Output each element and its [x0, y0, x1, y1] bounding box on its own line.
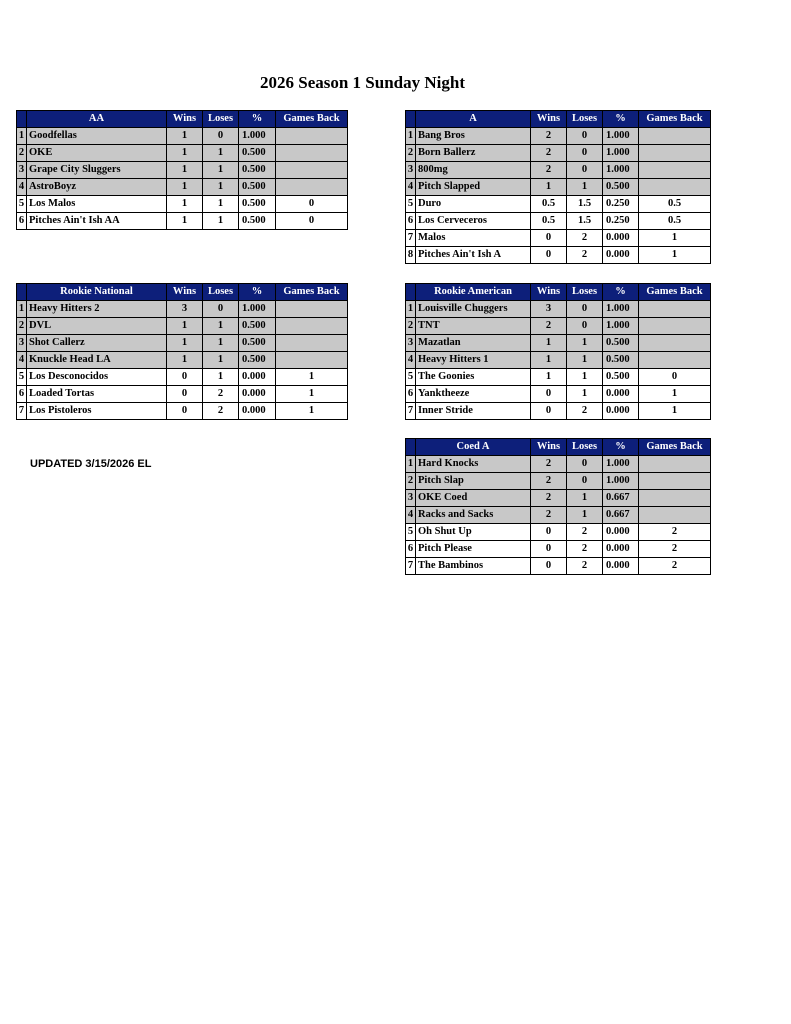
table-row — [406, 524, 711, 541]
wins-cell: 0.5 — [531, 196, 567, 213]
team-name: Oh Shut Up — [416, 524, 531, 541]
table-row — [406, 179, 711, 196]
table-row — [406, 301, 711, 318]
pct-cell: 0.500 — [603, 179, 639, 196]
games-back-cell — [276, 128, 348, 145]
games-back-header: Games Back — [276, 284, 348, 301]
header-row — [406, 284, 711, 301]
rank-cell: 6 — [406, 386, 416, 403]
loses-cell: 2 — [567, 541, 603, 558]
rank-cell: 7 — [17, 403, 27, 420]
pct-header: % — [239, 284, 276, 301]
standings-table-rookie-american — [405, 283, 711, 420]
team-name: TNT — [416, 318, 531, 335]
games-back-cell: 1 — [639, 386, 711, 403]
loses-cell: 1 — [567, 386, 603, 403]
games-back-cell: 0.5 — [639, 213, 711, 230]
games-back-cell — [639, 128, 711, 145]
games-back-cell — [639, 145, 711, 162]
loses-cell: 1 — [203, 145, 239, 162]
loses-cell: 1 — [203, 369, 239, 386]
loses-header: Loses — [567, 439, 603, 456]
games-back-header: Games Back — [639, 284, 711, 301]
table-row — [406, 213, 711, 230]
pct-cell: 1.000 — [603, 128, 639, 145]
games-back-cell — [276, 352, 348, 369]
team-name: Duro — [416, 196, 531, 213]
table-row — [17, 179, 348, 196]
table-row — [17, 386, 348, 403]
loses-cell: 2 — [567, 558, 603, 575]
wins-cell: 0.5 — [531, 213, 567, 230]
loses-header: Loses — [203, 284, 239, 301]
loses-cell: 1 — [567, 179, 603, 196]
pct-cell: 0.000 — [239, 403, 276, 420]
games-back-cell: 2 — [639, 541, 711, 558]
pct-cell: 0.500 — [239, 335, 276, 352]
wins-cell: 2 — [531, 473, 567, 490]
pct-cell: 0.000 — [239, 369, 276, 386]
pct-cell: 0.667 — [603, 490, 639, 507]
team-name: Pitch Slapped — [416, 179, 531, 196]
loses-cell: 2 — [567, 247, 603, 264]
rank-cell: 7 — [406, 558, 416, 575]
wins-cell: 2 — [531, 507, 567, 524]
games-back-cell — [639, 335, 711, 352]
wins-cell: 1 — [167, 352, 203, 369]
games-back-cell: 1 — [276, 369, 348, 386]
loses-cell: 1 — [203, 352, 239, 369]
table-row — [17, 403, 348, 420]
loses-cell: 1 — [567, 490, 603, 507]
games-back-cell — [639, 179, 711, 196]
wins-cell: 2 — [531, 145, 567, 162]
pct-cell: 0.250 — [603, 196, 639, 213]
loses-cell: 0 — [203, 128, 239, 145]
wins-header: Wins — [531, 284, 567, 301]
games-back-cell: 0 — [639, 369, 711, 386]
games-back-cell — [276, 179, 348, 196]
pct-cell: 0.000 — [603, 386, 639, 403]
loses-cell: 0 — [567, 162, 603, 179]
loses-cell: 1.5 — [567, 213, 603, 230]
team-name: Loaded Tortas — [27, 386, 167, 403]
pct-header: % — [603, 439, 639, 456]
rank-cell: 3 — [406, 162, 416, 179]
table-row — [406, 507, 711, 524]
table-row — [406, 318, 711, 335]
pct-cell: 1.000 — [603, 456, 639, 473]
wins-cell: 3 — [531, 301, 567, 318]
division-name: A — [416, 111, 531, 128]
table-row — [406, 196, 711, 213]
team-name: Racks and Sacks — [416, 507, 531, 524]
team-name: Hard Knocks — [416, 456, 531, 473]
team-name: Knuckle Head LA — [27, 352, 167, 369]
games-back-cell — [639, 162, 711, 179]
wins-cell: 0 — [531, 558, 567, 575]
pct-cell: 0.500 — [239, 196, 276, 213]
rank-cell: 5 — [406, 369, 416, 386]
wins-header: Wins — [531, 439, 567, 456]
table-row — [406, 247, 711, 264]
wins-header: Wins — [531, 111, 567, 128]
wins-cell: 1 — [167, 196, 203, 213]
pct-header: % — [603, 111, 639, 128]
rank-cell: 4 — [17, 179, 27, 196]
team-name: Shot Callerz — [27, 335, 167, 352]
rank-cell: 6 — [17, 213, 27, 230]
wins-cell: 0 — [531, 524, 567, 541]
team-name: OKE — [27, 145, 167, 162]
table-row — [406, 230, 711, 247]
rank-header — [406, 111, 416, 128]
pct-cell: 1.000 — [603, 162, 639, 179]
loses-cell: 1 — [203, 196, 239, 213]
rank-cell: 4 — [406, 507, 416, 524]
team-name: Bang Bros — [416, 128, 531, 145]
rank-cell: 5 — [17, 196, 27, 213]
table-row — [17, 213, 348, 230]
games-back-cell — [639, 318, 711, 335]
wins-cell: 0 — [531, 230, 567, 247]
wins-cell: 1 — [167, 128, 203, 145]
team-name: Malos — [416, 230, 531, 247]
wins-cell: 2 — [531, 490, 567, 507]
header-row — [406, 439, 711, 456]
loses-cell: 1 — [567, 352, 603, 369]
rank-cell: 2 — [406, 473, 416, 490]
standings-table-coed-a — [405, 438, 711, 575]
rank-cell: 4 — [406, 179, 416, 196]
pct-cell: 0.000 — [603, 541, 639, 558]
team-name: Pitch Please — [416, 541, 531, 558]
division-name: AA — [27, 111, 167, 128]
loses-cell: 0 — [567, 318, 603, 335]
loses-cell: 1.5 — [567, 196, 603, 213]
games-back-cell — [639, 456, 711, 473]
rank-cell: 7 — [406, 403, 416, 420]
team-name: DVL — [27, 318, 167, 335]
loses-cell: 0 — [567, 301, 603, 318]
games-back-cell: 1 — [276, 386, 348, 403]
loses-cell: 1 — [203, 318, 239, 335]
rank-cell: 1 — [406, 301, 416, 318]
team-name: Los Cerveceros — [416, 213, 531, 230]
table-row — [406, 456, 711, 473]
wins-cell: 0 — [167, 403, 203, 420]
rank-cell: 1 — [406, 456, 416, 473]
games-back-cell: 2 — [639, 524, 711, 541]
wins-cell: 2 — [531, 128, 567, 145]
games-back-cell — [639, 490, 711, 507]
games-back-cell — [639, 301, 711, 318]
table-row — [406, 352, 711, 369]
wins-cell: 2 — [531, 162, 567, 179]
rank-cell: 6 — [406, 213, 416, 230]
loses-cell: 2 — [567, 403, 603, 420]
team-name: The Goonies — [416, 369, 531, 386]
team-name: Grape City Sluggers — [27, 162, 167, 179]
rank-cell: 1 — [17, 128, 27, 145]
table-row — [406, 369, 711, 386]
games-back-cell — [276, 335, 348, 352]
loses-cell: 0 — [567, 456, 603, 473]
rank-header — [406, 439, 416, 456]
wins-cell: 1 — [531, 369, 567, 386]
team-name: Los Pistoleros — [27, 403, 167, 420]
team-name: OKE Coed — [416, 490, 531, 507]
wins-header: Wins — [167, 284, 203, 301]
pct-cell: 0.000 — [603, 558, 639, 575]
rank-cell: 2 — [17, 145, 27, 162]
games-back-header: Games Back — [639, 439, 711, 456]
standings-table-a — [405, 110, 711, 264]
wins-cell: 1 — [167, 335, 203, 352]
wins-header: Wins — [167, 111, 203, 128]
team-name: Los Malos — [27, 196, 167, 213]
wins-cell: 0 — [531, 386, 567, 403]
wins-cell: 0 — [167, 386, 203, 403]
rank-cell: 4 — [17, 352, 27, 369]
loses-cell: 1 — [567, 335, 603, 352]
rank-cell: 3 — [17, 335, 27, 352]
rank-cell: 3 — [17, 162, 27, 179]
loses-cell: 2 — [203, 386, 239, 403]
pct-cell: 0.250 — [603, 213, 639, 230]
loses-cell: 2 — [567, 524, 603, 541]
loses-cell: 1 — [203, 213, 239, 230]
wins-cell: 3 — [167, 301, 203, 318]
team-name: 800mg — [416, 162, 531, 179]
table-row — [17, 162, 348, 179]
games-back-cell — [276, 145, 348, 162]
pct-cell: 1.000 — [239, 301, 276, 318]
team-name: Pitches Ain't Ish AA — [27, 213, 167, 230]
games-back-cell — [639, 473, 711, 490]
pct-cell: 0.500 — [239, 213, 276, 230]
team-name: The Bambinos — [416, 558, 531, 575]
games-back-cell: 1 — [639, 247, 711, 264]
team-name: Heavy Hitters 1 — [416, 352, 531, 369]
games-back-cell: 0 — [276, 196, 348, 213]
team-name: Born Ballerz — [416, 145, 531, 162]
rank-cell: 1 — [17, 301, 27, 318]
wins-cell: 1 — [167, 179, 203, 196]
pct-cell: 1.000 — [603, 145, 639, 162]
pct-cell: 0.500 — [239, 318, 276, 335]
games-back-cell — [276, 318, 348, 335]
loses-cell: 0 — [567, 145, 603, 162]
games-back-cell — [639, 352, 711, 369]
team-name: Los Desconocidos — [27, 369, 167, 386]
loses-cell: 1 — [567, 507, 603, 524]
updated-note: UPDATED 3/15/2026 EL — [30, 458, 152, 470]
games-back-cell: 0 — [276, 213, 348, 230]
wins-cell: 1 — [167, 162, 203, 179]
loses-header: Loses — [567, 111, 603, 128]
team-name: Goodfellas — [27, 128, 167, 145]
wins-cell: 0 — [531, 541, 567, 558]
team-name: Pitches Ain't Ish A — [416, 247, 531, 264]
loses-cell: 1 — [203, 335, 239, 352]
rank-cell: 6 — [406, 541, 416, 558]
rank-header — [406, 284, 416, 301]
wins-cell: 2 — [531, 456, 567, 473]
wins-cell: 1 — [167, 318, 203, 335]
pct-header: % — [239, 111, 276, 128]
table-row — [17, 352, 348, 369]
wins-cell: 1 — [531, 179, 567, 196]
table-row — [17, 335, 348, 352]
table-row — [406, 162, 711, 179]
team-name: Mazatlan — [416, 335, 531, 352]
page-title: 2026 Season 1 Sunday Night — [259, 73, 465, 92]
pct-cell: 0.667 — [603, 507, 639, 524]
wins-cell: 0 — [167, 369, 203, 386]
pct-cell: 0.500 — [239, 145, 276, 162]
pct-cell: 0.500 — [603, 352, 639, 369]
table-row — [17, 301, 348, 318]
loses-cell: 0 — [567, 128, 603, 145]
pct-cell: 0.500 — [239, 162, 276, 179]
rank-cell: 1 — [406, 128, 416, 145]
rank-cell: 8 — [406, 247, 416, 264]
rank-cell: 2 — [17, 318, 27, 335]
table-row — [406, 145, 711, 162]
team-name: Pitch Slap — [416, 473, 531, 490]
wins-cell: 0 — [531, 403, 567, 420]
pct-cell: 0.000 — [239, 386, 276, 403]
loses-cell: 1 — [567, 369, 603, 386]
rank-cell: 4 — [406, 352, 416, 369]
rank-header — [17, 111, 27, 128]
table-row — [406, 335, 711, 352]
rank-cell: 2 — [406, 318, 416, 335]
rank-cell: 6 — [17, 386, 27, 403]
rank-cell: 5 — [406, 196, 416, 213]
wins-cell: 1 — [167, 145, 203, 162]
pct-cell: 0.000 — [603, 247, 639, 264]
wins-cell: 1 — [531, 352, 567, 369]
loses-cell: 0 — [567, 473, 603, 490]
table-row — [17, 196, 348, 213]
division-name: Rookie American — [416, 284, 531, 301]
pct-header: % — [603, 284, 639, 301]
loses-header: Loses — [567, 284, 603, 301]
table-row — [17, 318, 348, 335]
standings-table-rookie-national — [16, 283, 348, 420]
games-back-cell: 1 — [276, 403, 348, 420]
rank-cell: 2 — [406, 145, 416, 162]
team-name: Yanktheeze — [416, 386, 531, 403]
table-row — [406, 403, 711, 420]
wins-cell: 2 — [531, 318, 567, 335]
pct-cell: 0.500 — [239, 179, 276, 196]
pct-cell: 1.000 — [603, 318, 639, 335]
games-back-cell — [276, 162, 348, 179]
division-name: Rookie National — [27, 284, 167, 301]
games-back-header: Games Back — [639, 111, 711, 128]
loses-cell: 2 — [567, 230, 603, 247]
table-row — [406, 541, 711, 558]
team-name: Louisville Chuggers — [416, 301, 531, 318]
pct-cell: 0.000 — [603, 524, 639, 541]
wins-cell: 1 — [167, 213, 203, 230]
wins-cell: 0 — [531, 247, 567, 264]
loses-cell: 1 — [203, 162, 239, 179]
pct-cell: 0.500 — [239, 352, 276, 369]
games-back-cell: 0.5 — [639, 196, 711, 213]
loses-cell: 2 — [203, 403, 239, 420]
pct-cell: 1.000 — [239, 128, 276, 145]
table-row — [406, 473, 711, 490]
table-row — [406, 490, 711, 507]
header-row — [406, 111, 711, 128]
rank-cell: 3 — [406, 490, 416, 507]
games-back-cell: 1 — [639, 230, 711, 247]
wins-cell: 1 — [531, 335, 567, 352]
table-row — [17, 145, 348, 162]
table-row — [406, 386, 711, 403]
pct-cell: 0.000 — [603, 230, 639, 247]
pct-cell: 1.000 — [603, 301, 639, 318]
games-back-cell — [276, 301, 348, 318]
games-back-cell — [639, 507, 711, 524]
rank-cell: 3 — [406, 335, 416, 352]
standings-table-aa — [16, 110, 348, 230]
header-row — [17, 111, 348, 128]
games-back-cell: 2 — [639, 558, 711, 575]
table-row — [17, 369, 348, 386]
loses-cell: 1 — [203, 179, 239, 196]
games-back-header: Games Back — [276, 111, 348, 128]
table-row — [406, 558, 711, 575]
team-name: Heavy Hitters 2 — [27, 301, 167, 318]
pct-cell: 0.000 — [603, 403, 639, 420]
pct-cell: 0.500 — [603, 369, 639, 386]
division-name: Coed A — [416, 439, 531, 456]
pct-cell: 1.000 — [603, 473, 639, 490]
table-row — [406, 128, 711, 145]
rank-header — [17, 284, 27, 301]
team-name: Inner Stride — [416, 403, 531, 420]
pct-cell: 0.500 — [603, 335, 639, 352]
header-row — [17, 284, 348, 301]
rank-cell: 5 — [406, 524, 416, 541]
table-row — [17, 128, 348, 145]
loses-cell: 0 — [203, 301, 239, 318]
team-name: AstroBoyz — [27, 179, 167, 196]
loses-header: Loses — [203, 111, 239, 128]
rank-cell: 7 — [406, 230, 416, 247]
rank-cell: 5 — [17, 369, 27, 386]
games-back-cell: 1 — [639, 403, 711, 420]
